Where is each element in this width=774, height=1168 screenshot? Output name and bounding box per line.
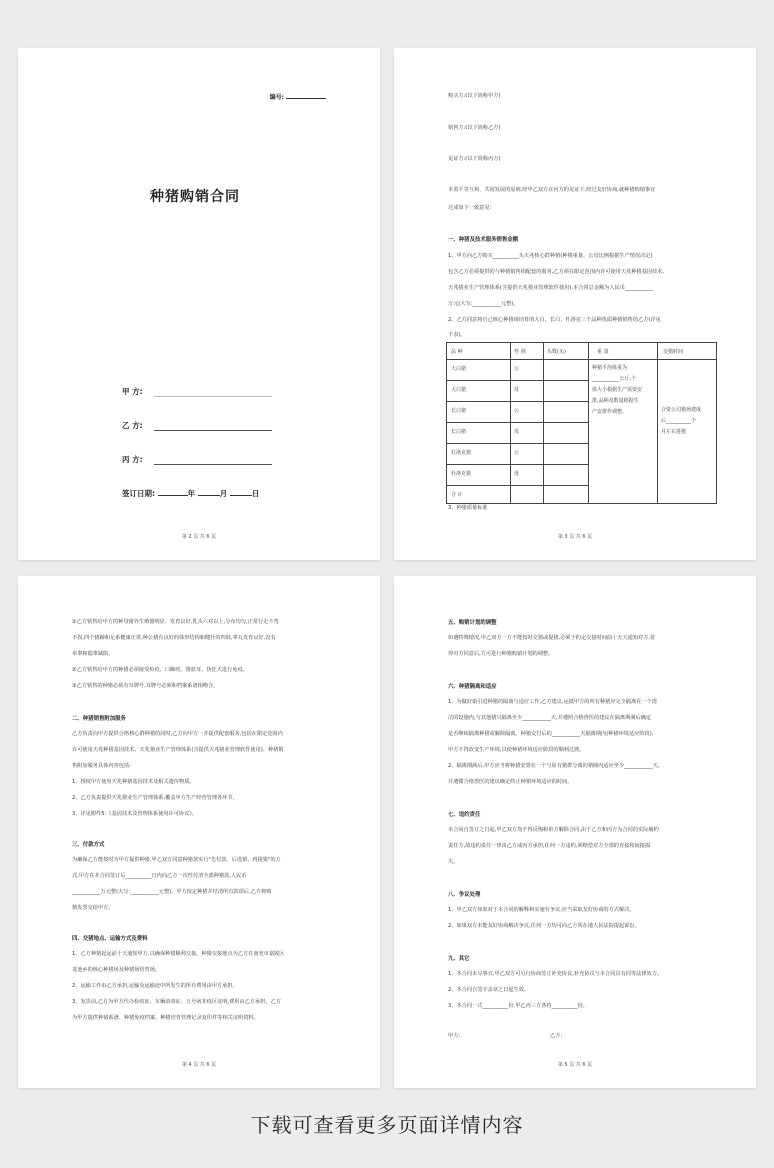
table-cell: 长白猪	[451, 408, 467, 414]
buyer-line: 购买方:(以下简称甲方)	[448, 93, 501, 99]
contract-number-blank	[286, 94, 326, 99]
contract-number	[270, 92, 326, 101]
paragraph-line: 乙方负责向甲方提供合格核心群种猪的同时,乙方向甲方一并提供配套服务,包括在限定范围内	[72, 731, 283, 737]
weight-note-line: ___________公斤,个	[592, 376, 637, 382]
paragraph-line: 2、运输工作由乙方承担,运输及运输途中所发生的所有费用由甲方承担。	[72, 983, 238, 989]
pig-order-table	[446, 342, 717, 504]
weight-note-line: 体大小根据生产需要安	[592, 387, 643, 393]
year-label: 年	[187, 489, 196, 498]
paragraph-line: 如遇特殊情况,甲乙双方一方不能按时交猪或提猪,必须于约定交接时间前十五天通知对方,征	[448, 635, 656, 641]
paragraph-line: ___________万元整(大写:___________元整)。甲方按定种猪并结清所有款项后,乙方将购	[72, 889, 272, 895]
paragraph-line: 为甲方提供种猪系谱、种猪免疫档案、种猪培育管理记录复印件等相关证明资料。	[72, 1015, 259, 1021]
paragraph-line: 万元(大写:___________元整)。	[448, 301, 519, 307]
paragraph-line: 1、乙方种猪起运前十天通知甲方,以确保种猪顺利交接。种猪交接地点为乙方在南充市嘉陵区	[72, 951, 285, 957]
party-b-row	[122, 420, 272, 431]
party-a-line	[154, 390, 272, 397]
signature-party-b: 乙方:	[550, 1033, 563, 1039]
table-header: 品 种	[451, 349, 463, 355]
paragraph-line: 售附加服务具体内容包括:	[72, 763, 131, 769]
section-heading: 八、争议处理	[448, 892, 481, 898]
paragraph-line: 不拐,四个猪蹄和足系健康正常,种公猪有良好的体形结构和健壮的四肢,睾丸发育良好,没有	[72, 635, 276, 641]
month-blank	[198, 489, 220, 496]
paragraph-line: ③乙方销售的种猪必须有耳牌号,耳牌号必须和档案系谱相吻合。	[72, 683, 219, 689]
table-header: 性 别	[514, 349, 526, 355]
page-number: 第 2 页 共 6 页	[181, 534, 217, 540]
contract-page-3	[394, 48, 756, 560]
paragraph-line: 责任方,故违约责任一律由乙方或丙方承担,任何一方违约,须赔偿对方全部的直接和间接损	[448, 843, 651, 849]
paragraph-line: 式,甲方在本合同签订后__________日内向乙方一次性付清全部种猪款,人民币	[72, 873, 247, 879]
paragraph-line: 下表)。	[448, 332, 466, 338]
party-a-label: 甲 方:	[122, 387, 143, 396]
paragraph-line: 3、发货前,乙方为甲方代办检疫证、车辆消毒证、五号病非疫区证明,费用由乙方承担。乙方	[72, 999, 281, 1005]
page-number: 第 3 页 共 6 页	[557, 534, 593, 540]
table-cell: 合 计	[451, 492, 463, 498]
download-more-prompt[interactable]: 下载可查看更多页面详情内容	[250, 1113, 524, 1137]
table-cell: 母	[514, 387, 520, 393]
paragraph-line: 3、种猪质量标准	[448, 505, 488, 511]
party-c-label: 丙 方:	[122, 455, 143, 464]
contract-page-5	[394, 576, 756, 1088]
paragraph-line: 是否继续隔离种猪或解除隔离。种猪交付后的___________天隔离期内(种猪环境适应阶段),	[448, 731, 654, 737]
paragraph-line: 为确保乙方能按时为甲方提供种猪,甲乙双方同意种猪款实行"先付款、后选猪、再提猪"的方	[72, 857, 281, 863]
paragraph-line: 2、如果双方未能友好协商解决争议,任何一方均可向乙方所在地人民法院提起诉讼。	[448, 923, 640, 929]
month-label: 月	[219, 489, 228, 498]
paragraph-line: 洁的设施内,与其他猪只隔离至少___________天,并遵照合格兽医的建议在隔离期满后确定	[448, 715, 652, 721]
table-cell: 公	[514, 450, 520, 456]
sign-date-label: 签订日期:	[122, 489, 155, 498]
intro-line: 本着平等互利、共同发展的原则,经甲乙双方在丙方的见证下,经过友好协商,就种猪购销事宜	[448, 187, 656, 193]
section-heading: 六、种猪隔离和适应	[448, 684, 497, 690]
section-heading: 四、交猪地点、运输方式及费料	[72, 936, 148, 942]
year-blank	[158, 489, 188, 496]
table-cell: 杜洛克猪	[451, 471, 472, 477]
paragraph-line: 单睾和隐睾缺陷。	[72, 651, 114, 657]
sign-date	[122, 488, 259, 499]
table-cell: 大白猪	[451, 366, 467, 372]
table-cell: 大白猪	[451, 387, 467, 393]
paragraph-line: 1、授权甲方使用天兆种猪基因技术及相关遗传物质。	[72, 779, 195, 785]
weight-note-line: 排,品种及数量根据生	[592, 398, 639, 404]
paragraph-line: 2、本合同自签字盖章之日起生效。	[448, 987, 530, 993]
table-cell: 母	[514, 471, 520, 477]
table-cell: 母	[514, 429, 520, 435]
signature-party-a: 甲方:	[448, 1033, 461, 1039]
paragraph-line: 2、乙方负责提供天兆猪业生产管理体系,覆盖甲方生产经营管理各环节。	[72, 795, 238, 801]
table-cell: 公	[514, 408, 520, 414]
section-heading: 九、其它	[448, 956, 470, 962]
day-blank	[230, 489, 252, 496]
paragraph-line: 得对方同意后,方可进行种猪购销计划的调整。	[448, 651, 554, 657]
paragraph-line: ①乙方销售给甲方的种母猪外生殖器明显、发育良好,乳头六对以上,分布均匀,正常行走不弯	[72, 619, 279, 625]
section-heading: 五、购销计划的调整	[448, 620, 497, 626]
paragraph-line: 3、本合同一式__________份,甲乙丙三方各持__________份。	[448, 1003, 588, 1009]
paragraph-line: 1、为做好新引进种猪的隔离与适应工作,乙方建议,运抵甲方的所有种猪应完全隔离在一个清	[448, 699, 657, 705]
contract-number-label: 编号:	[269, 94, 284, 101]
paragraph-line: 许可使用天兆种猪基因技术、天兆猪业生产管理体系(含提供天兆猪业管理软件使用)、种猪销	[72, 747, 284, 753]
delivery-time-note	[661, 405, 717, 438]
day-label: 日	[251, 489, 260, 498]
weight-note	[592, 363, 656, 418]
party-a-row	[122, 386, 272, 397]
table-cell: 杜洛克猪	[451, 450, 472, 456]
section-heading: 三、付款方式	[72, 842, 105, 848]
paragraph-line: 龙池乡的核心种猪场及种猪场培育场。	[72, 967, 161, 973]
party-c-line	[154, 458, 272, 465]
page-number: 第 5 页 共 6 页	[557, 1062, 593, 1068]
table-header: 交猪时间	[663, 349, 684, 355]
paragraph-line: 本合同自签订之日起,甲乙双方均不得反悔和单方解除合同,由于乙方和丙方为合同的实际履约	[448, 827, 659, 833]
table-cell: 公	[514, 366, 520, 372]
table-header: 头数(头)	[547, 349, 566, 355]
seller-line: 销售方:(以下简称乙方)	[448, 125, 501, 131]
time-note-line: 合资公司猪场建成	[661, 407, 702, 413]
section-heading: 七、违约责任	[448, 812, 481, 818]
section-heading: 二、种猪销售附加服务	[72, 716, 126, 722]
paragraph-line: 天兆猪业生产管理体系(含提供天兆猪业管理软件使用),本合同总金额为人民币___________	[448, 285, 654, 291]
paragraph-line: 失。	[448, 859, 459, 865]
party-c-row	[122, 454, 272, 465]
time-note-line: 月左右进猪	[661, 429, 687, 435]
paragraph-line: 包含乙方必须提供的与种猪销售相配套的服务,乙方须在限定范围内许可使用天兆种猪基因技术、	[448, 269, 668, 275]
section-heading: 一、种猪及技术服务销售金额	[448, 237, 519, 243]
weight-note-line: 产安排作调整。	[592, 409, 628, 415]
party-b-label: 乙 方:	[122, 421, 143, 430]
time-note-line: 后__________个	[661, 418, 697, 424]
paragraph-line: 1、甲乙双方如果对于本合同的解释和实施有争议,应当采取友好协商的方式解决。	[448, 907, 635, 913]
cover-page	[18, 48, 380, 560]
contract-page-4	[18, 576, 380, 1088]
weight-note-line: 种猪平均体重为	[592, 365, 628, 371]
paragraph-line: 并遵循合格兽医的建议确定终止种猪环境适应的时间。	[448, 779, 573, 785]
page-number: 第 4 页 共 6 页	[181, 1062, 217, 1068]
witness-line: 见证方:(以下简称丙方)	[448, 156, 501, 162]
paragraph-line: 2、隔离期满后,甲方应当将种猪安置在一个与原有猪群分离的猪圈内适应至少___________天,	[448, 763, 660, 769]
party-b-line	[154, 424, 272, 431]
paragraph-line: 1、甲方向乙方购买__________头天兆核心群种猪(种猪重量、公母比例根据生产情况决定)	[448, 253, 653, 259]
table-cell: 长白猪	[451, 429, 467, 435]
paragraph-line: 3、详见附件5:《基因技术及管理体系使用许可协议》。	[72, 811, 198, 817]
intro-line: 达成如下一致意见:	[448, 205, 492, 211]
paragraph-line: 猪发票交给甲方。	[72, 905, 114, 911]
paragraph-line: 1、本合同未尽事宜,甲乙双方可另行协商签订补充协议,补充协议与本合同具有同等法律效力。	[448, 971, 663, 977]
contract-title: 种猪购销合同	[150, 189, 240, 205]
paragraph-line: 甲方不得改变生产环境,以使种猪环境适应阶段的顺利过渡。	[448, 747, 585, 753]
table-header: 重 量	[597, 349, 609, 355]
paragraph-line: ②乙方销售给甲方的种猪必须接受检疫、口蹄疫、猪蓝耳、伪狂犬进行免疫。	[72, 667, 248, 673]
paragraph-line: 2、乙方同意将自己核心种猪场培育的大白、长白、杜洛克三个品种优质种猪销售给乙方(详见	[448, 317, 661, 323]
